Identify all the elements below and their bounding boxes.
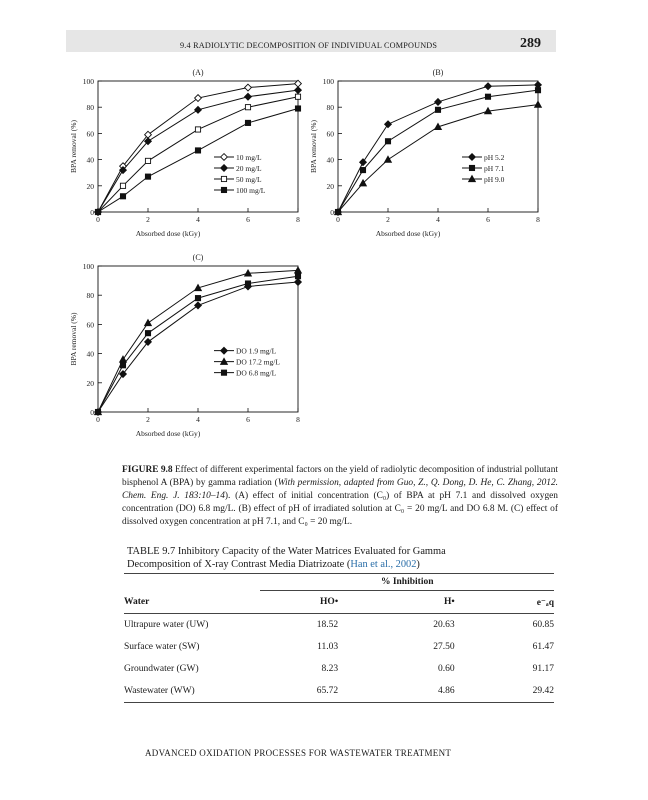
table-cell: 29.42: [467, 680, 554, 703]
column-header: H•: [348, 591, 467, 614]
y-tick-label: 20: [86, 378, 94, 388]
table-cell: 20.63: [433, 620, 455, 630]
table-row: [124, 658, 554, 680]
data-point: [195, 296, 200, 301]
y-tick-label: 20: [326, 181, 334, 191]
data-point: [360, 159, 367, 166]
x-axis-label: Absorbed dose (kGy): [375, 229, 441, 238]
data-point: [435, 107, 440, 112]
data-point: [385, 156, 392, 162]
x-axis-label: Absorbed dose (kGy): [135, 229, 201, 238]
table-cell: Groundwater (GW): [124, 664, 199, 674]
table-cell: 61.47: [532, 642, 554, 652]
data-point: [295, 279, 302, 286]
legend-label: pH 7.1: [484, 163, 505, 173]
x-tick-label: 6: [246, 215, 250, 224]
y-axis-label: BPA removal (%): [69, 312, 78, 366]
table-header-row: [124, 591, 554, 614]
legend-marker: [469, 154, 476, 161]
legend-label: pH 9.0: [484, 174, 505, 184]
legend-label: 20 mg/L: [236, 163, 262, 173]
data-point: [120, 356, 127, 362]
x-tick-label: 6: [246, 415, 250, 424]
legend-marker: [221, 165, 228, 172]
data-point: [195, 127, 200, 132]
inhibition-table: [124, 573, 554, 703]
data-point: [120, 194, 125, 199]
y-tick-label: 100: [82, 77, 94, 86]
table-row: [124, 614, 554, 637]
data-point: [145, 320, 152, 326]
data-point: [95, 209, 100, 214]
table-cell: 27.50: [433, 642, 455, 652]
table-title: [127, 545, 507, 571]
x-tick-label: 2: [146, 215, 150, 224]
x-axis-label: Absorbed dose (kGy): [135, 429, 201, 438]
x-tick-label: 8: [296, 215, 300, 224]
legend-marker: [221, 370, 226, 375]
table-cell: 11.03: [317, 642, 339, 652]
x-tick-label: 8: [296, 415, 300, 424]
data-point: [195, 302, 202, 309]
table-cell: Surface water (SW): [124, 642, 200, 652]
y-tick-label: 80: [326, 103, 334, 113]
column-header: Water: [124, 591, 260, 614]
data-point: [145, 158, 150, 163]
x-tick-label: 6: [486, 215, 490, 224]
y-axis-label: BPA removal (%): [69, 119, 78, 174]
data-point: [535, 101, 542, 107]
column-header: HO•: [260, 591, 348, 614]
table-row: [124, 680, 554, 703]
table-cell: 0.60: [438, 664, 455, 674]
column-header: e⁻ₐq: [467, 591, 554, 614]
table-group-row: [124, 574, 554, 591]
y-tick-label: 0: [90, 208, 94, 217]
table-row: [124, 636, 554, 658]
x-tick-label: 4: [436, 215, 440, 224]
legend-label: pH 5.2: [484, 152, 505, 162]
table-title-text: TABLE 9.7 Inhibitory Capacity of the Water Matrices Evaluated for Gamma Decomposition of X-ray Contrast Media Diatrizoate (: [127, 546, 446, 570]
data-point: [535, 88, 540, 93]
data-point: [245, 93, 252, 100]
data-point: [120, 183, 125, 188]
data-point: [295, 94, 300, 99]
data-point: [385, 139, 390, 144]
caption-citation: With permission, adapted from Guo, Z., Q. Dong, D. He, C. Zhang, 2012. Chem. Eng. J. 183:10–14: [122, 478, 558, 501]
data-point: [485, 83, 492, 90]
y-tick-label: 60: [86, 320, 94, 330]
data-point: [195, 148, 200, 153]
table-title-citation[interactable]: Han et al., 2002: [350, 559, 417, 570]
y-tick-label: 40: [86, 349, 94, 359]
legend-marker: [221, 176, 226, 181]
data-point: [120, 363, 125, 368]
legend-marker: [221, 347, 228, 354]
legend-label: DO 6.8 mg/L: [236, 368, 277, 378]
y-tick-label: 100: [322, 77, 334, 86]
x-tick-label: 0: [336, 215, 340, 224]
x-tick-label: 4: [196, 215, 200, 224]
series-line: [98, 97, 298, 212]
y-tick-label: 80: [86, 291, 94, 301]
legend-marker: [469, 165, 474, 170]
table-cell: 60.85: [532, 620, 554, 630]
y-tick-label: 60: [86, 129, 94, 139]
data-point: [145, 174, 150, 179]
x-tick-label: 0: [96, 215, 100, 224]
x-tick-label: 0: [96, 415, 100, 424]
data-point: [295, 106, 300, 111]
chart-title: (B): [432, 68, 444, 77]
table-cell: 91.17: [532, 664, 554, 674]
data-point: [295, 87, 302, 94]
y-tick-label: 0: [330, 208, 334, 217]
table-cell: 18.52: [316, 620, 339, 630]
chart-panel-c: [66, 250, 314, 442]
chart-panel-b: [306, 62, 554, 252]
x-tick-label: 2: [386, 215, 390, 224]
y-tick-label: 0: [90, 408, 94, 417]
y-tick-label: 40: [86, 155, 94, 165]
y-tick-label: 80: [86, 103, 94, 113]
legend-marker: [221, 154, 228, 161]
y-axis-label: BPA removal (%): [309, 119, 318, 174]
x-tick-label: 4: [196, 415, 200, 424]
data-point: [245, 120, 250, 125]
data-point: [360, 167, 365, 172]
table-cell: 65.72: [260, 680, 348, 703]
data-point: [195, 95, 202, 102]
page-footer: ADVANCED OXIDATION PROCESSES FOR WASTEWATER TREATMENT: [145, 748, 452, 758]
x-tick-label: 2: [146, 415, 150, 424]
caption-text-b: ). (A) effect of initial concentration (C₀) of BPA at pH 7.1 and dissolved oxygen concentration (DO) 6.8 mg/L. (B) effect of pH of irradiated solution at C₀ = 20 mg/L and DO 6.8 M. (C) effect of dissolved oxygen concentration at pH 7.1, and C₀ = 20 mg/L.: [122, 491, 558, 527]
y-tick-label: 60: [326, 129, 334, 139]
legend-label: DO 17.2 mg/L: [236, 357, 280, 367]
series-line: [338, 105, 538, 212]
table-title-close: ): [416, 559, 420, 570]
data-point: [245, 105, 250, 110]
figure-caption: [122, 464, 558, 529]
page-number: 289: [520, 36, 541, 51]
chart-title: (A): [192, 68, 204, 77]
table-cell: Wastewater (WW): [124, 680, 260, 703]
caption-text-a: Effect of different experimental factors on the yield of radiolytic decomposition of industrial pollutant bisphenol A (BPA) by gamma radiation (: [122, 465, 558, 488]
data-point: [295, 274, 300, 279]
chart-title: (C): [192, 253, 204, 262]
legend-label: 10 mg/L: [236, 152, 262, 162]
data-point: [435, 99, 442, 106]
legend-label: DO 1.9 mg/L: [236, 346, 277, 356]
data-point: [485, 94, 490, 99]
chart-panel-a: [66, 62, 314, 252]
table-cell: 8.23: [321, 664, 339, 674]
data-point: [145, 331, 150, 336]
data-point: [245, 281, 250, 286]
legend-label: 50 mg/L: [236, 174, 262, 184]
table-cell: 4.86: [348, 680, 467, 703]
group-header: % Inhibition: [260, 574, 554, 591]
series-line: [98, 270, 298, 412]
y-tick-label: 40: [326, 155, 334, 165]
table-cell: Ultrapure water (UW): [124, 620, 209, 630]
x-tick-label: 8: [536, 215, 540, 224]
data-point: [195, 106, 202, 113]
y-tick-label: 100: [82, 262, 94, 271]
legend-marker: [221, 187, 226, 192]
caption-label: FIGURE 9.8: [122, 465, 173, 475]
y-tick-label: 20: [86, 181, 94, 191]
data-point: [385, 121, 392, 128]
legend-label: 100 mg/L: [236, 185, 266, 195]
running-head: 9.4 RADIOLYTIC DECOMPOSITION OF INDIVIDUAL COMPOUNDS: [180, 41, 438, 50]
data-point: [245, 84, 252, 91]
data-point: [95, 409, 100, 414]
